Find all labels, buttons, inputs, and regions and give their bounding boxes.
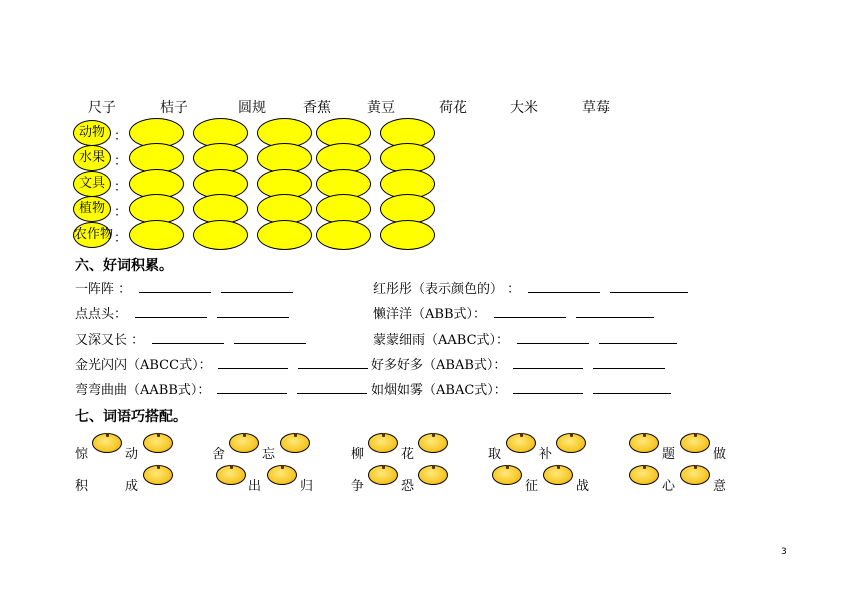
- word-char: 意: [713, 479, 727, 494]
- apple-blank-icon[interactable]: [143, 433, 173, 453]
- apple-blank-icon[interactable]: [492, 465, 522, 485]
- answer-blank[interactable]: [297, 381, 367, 394]
- apple-blank-icon[interactable]: [280, 433, 310, 453]
- answer-blank[interactable]: [513, 381, 583, 394]
- section-six-heading: 六、好词积累。: [75, 258, 173, 274]
- category-colon: ：: [114, 129, 128, 144]
- word-char: 题: [662, 447, 676, 462]
- exercise-label: 又深又长 ：: [75, 333, 145, 348]
- answer-blank[interactable]: [513, 356, 583, 369]
- word-bank-item: 大米: [510, 100, 538, 116]
- exercise-label: 好多好多（ABAB式）：: [371, 358, 507, 373]
- word-char: 战: [576, 479, 590, 494]
- apple-blank-icon[interactable]: [216, 465, 246, 485]
- word-char: 恐: [401, 479, 415, 494]
- answer-blank[interactable]: [517, 331, 589, 344]
- answer-oval[interactable]: [193, 220, 248, 250]
- answer-oval[interactable]: [129, 220, 184, 250]
- word-char: 征: [525, 479, 539, 494]
- category-label: 动物: [73, 120, 111, 146]
- answer-oval[interactable]: [380, 220, 435, 250]
- word-char: 取: [488, 447, 502, 462]
- exercise-label: 红彤彤（表示颜色的） ：: [373, 282, 521, 297]
- category-label: 植物: [73, 196, 111, 222]
- answer-blank[interactable]: [528, 280, 600, 293]
- category-colon: ：: [114, 205, 128, 220]
- answer-blank[interactable]: [217, 381, 287, 394]
- apple-blank-icon[interactable]: [629, 465, 659, 485]
- word-exercise: [75, 303, 289, 322]
- answer-blank[interactable]: [593, 381, 671, 394]
- apple-blank-icon[interactable]: [267, 465, 297, 485]
- word-char: 忘: [262, 447, 276, 462]
- exercise-label: 金光闪闪（ABCC式）：: [75, 358, 212, 373]
- section-seven-heading: 七、词语巧搭配。: [75, 409, 187, 425]
- apple-blank-icon[interactable]: [506, 433, 536, 453]
- word-char: 争: [351, 479, 365, 494]
- answer-oval[interactable]: [257, 220, 312, 250]
- word-exercise: [75, 329, 306, 348]
- word-bank-item: 香蕉: [303, 100, 331, 116]
- answer-blank[interactable]: [610, 280, 688, 293]
- word-exercise: [371, 379, 671, 398]
- word-exercise: [373, 278, 688, 297]
- word-char: 补: [539, 447, 553, 462]
- word-char: 归: [300, 479, 314, 494]
- word-bank-item: 桔子: [160, 100, 188, 116]
- word-exercise: [371, 354, 665, 373]
- category-colon: ：: [114, 231, 128, 246]
- apple-blank-icon[interactable]: [418, 465, 448, 485]
- apple-blank-icon[interactable]: [368, 433, 398, 453]
- answer-blank[interactable]: [221, 280, 293, 293]
- word-char: 柳: [351, 447, 365, 462]
- page-number: 3: [781, 547, 787, 557]
- word-bank-item: 尺子: [88, 100, 116, 116]
- word-char: 出: [248, 479, 262, 494]
- apple-blank-icon[interactable]: [143, 465, 173, 485]
- category-label: 农作物: [73, 222, 111, 248]
- answer-blank[interactable]: [234, 331, 306, 344]
- answer-blank[interactable]: [593, 356, 665, 369]
- word-bank-item: 荷花: [439, 100, 467, 116]
- exercise-label: 弯弯曲曲（AABB式）：: [75, 383, 211, 398]
- word-exercise: [373, 329, 677, 348]
- answer-blank[interactable]: [599, 331, 677, 344]
- word-char: 惊: [75, 447, 89, 462]
- word-char: 舍: [212, 447, 226, 462]
- category-colon: ：: [114, 154, 128, 169]
- answer-blank[interactable]: [217, 305, 289, 318]
- exercise-label: 点点头：: [75, 307, 128, 322]
- answer-blank[interactable]: [298, 356, 368, 369]
- apple-blank-icon[interactable]: [92, 433, 122, 453]
- word-char: 积: [75, 479, 89, 494]
- apple-blank-icon[interactable]: [629, 433, 659, 453]
- exercise-label: 蒙蒙细雨（AABC式）：: [373, 333, 510, 348]
- word-exercise: [75, 354, 368, 373]
- category-label: 水果: [73, 145, 111, 171]
- word-exercise: [373, 303, 654, 322]
- apple-blank-icon[interactable]: [556, 433, 586, 453]
- answer-blank[interactable]: [139, 280, 211, 293]
- apple-blank-icon[interactable]: [680, 433, 710, 453]
- answer-oval[interactable]: [316, 220, 371, 250]
- apple-blank-icon[interactable]: [418, 433, 448, 453]
- exercise-label: 如烟如雾（ABAC式）：: [371, 383, 507, 398]
- category-label: 文具: [73, 171, 111, 197]
- answer-blank[interactable]: [494, 305, 566, 318]
- answer-blank[interactable]: [135, 305, 207, 318]
- word-char: 心: [662, 479, 676, 494]
- word-char: 动: [125, 447, 139, 462]
- exercise-label: 懒洋洋（ABB式）：: [373, 307, 486, 322]
- apple-blank-icon[interactable]: [368, 465, 398, 485]
- answer-blank[interactable]: [576, 305, 654, 318]
- word-exercise: [75, 278, 293, 297]
- category-colon: ：: [114, 180, 128, 195]
- exercise-label: 一阵阵 ：: [75, 282, 132, 297]
- word-bank-item: 圆规: [238, 100, 266, 116]
- word-char: 做: [713, 447, 727, 462]
- word-bank-item: 草莓: [582, 100, 610, 116]
- apple-blank-icon[interactable]: [543, 465, 573, 485]
- answer-blank[interactable]: [218, 356, 288, 369]
- apple-blank-icon[interactable]: [680, 465, 710, 485]
- word-char: 花: [401, 447, 415, 462]
- word-char: 成: [125, 479, 139, 494]
- word-bank-item: 黄豆: [367, 100, 395, 116]
- word-exercise: [75, 379, 367, 398]
- apple-blank-icon[interactable]: [229, 433, 259, 453]
- answer-blank[interactable]: [152, 331, 224, 344]
